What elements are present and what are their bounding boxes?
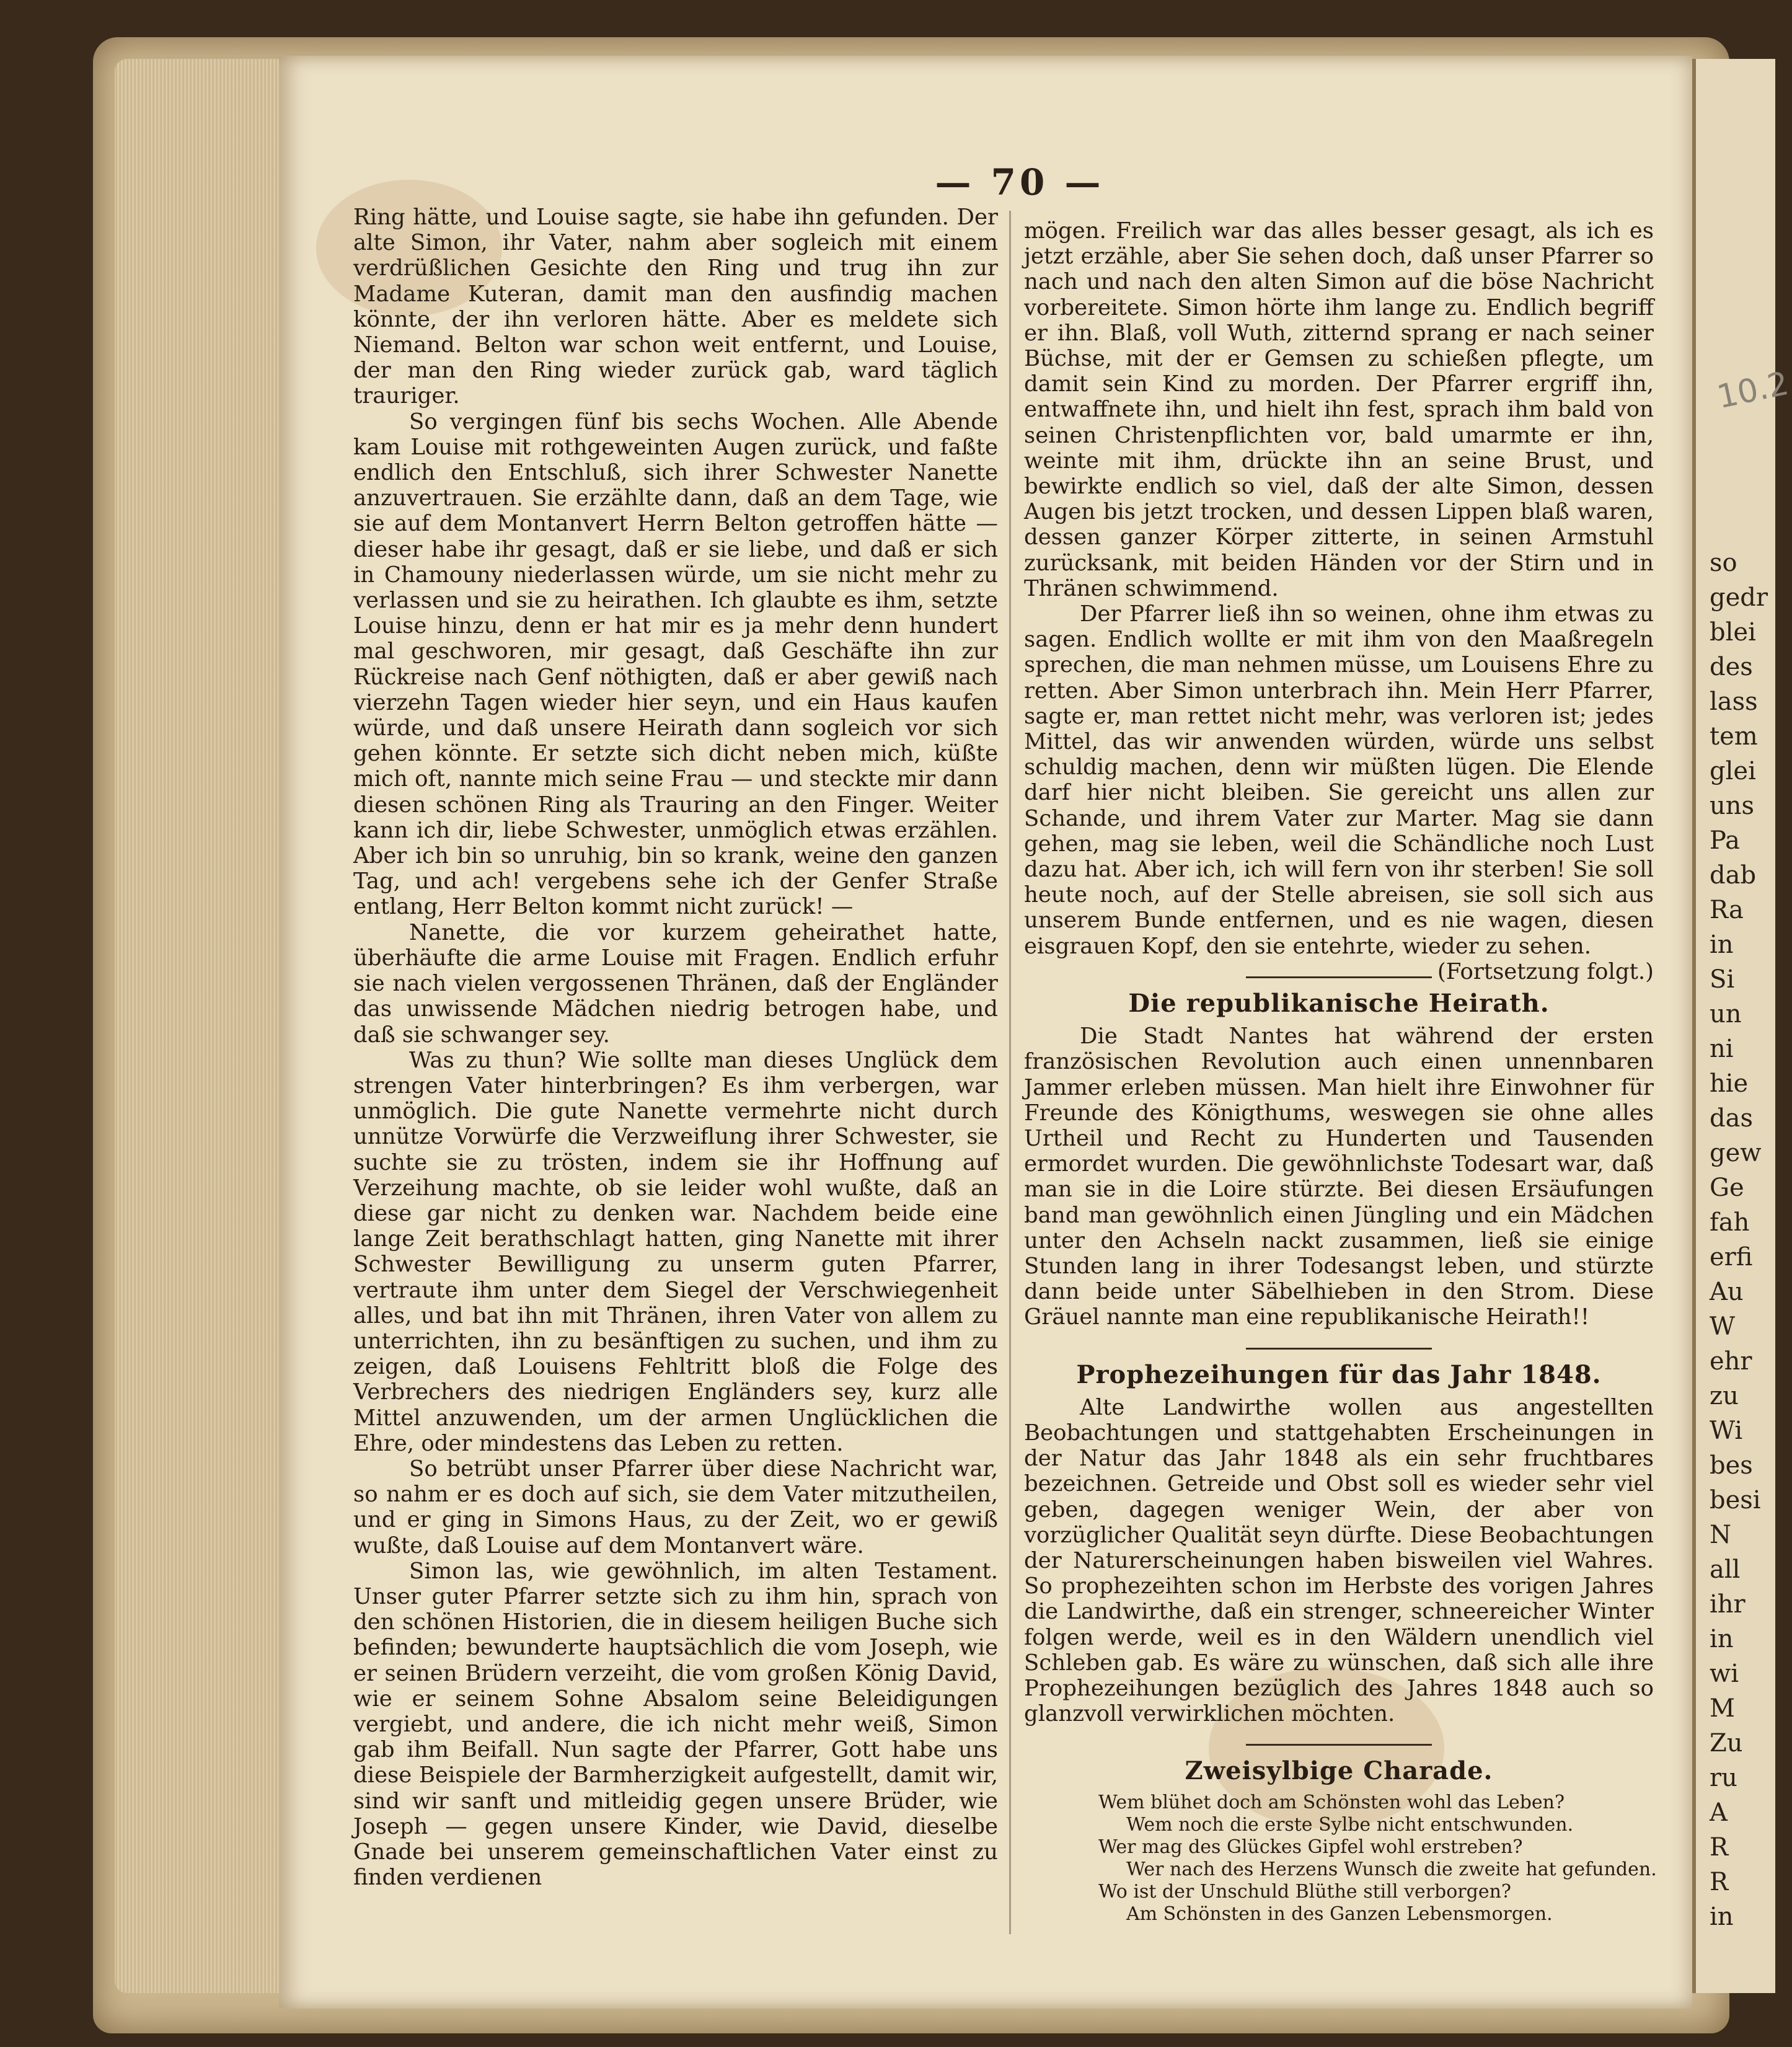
- next-page-text-fragment: hie: [1710, 1069, 1749, 1098]
- continuation-note: (Fortsetzung folgt.): [1437, 958, 1654, 984]
- next-page-text-fragment: zu: [1710, 1382, 1739, 1410]
- next-page-text-fragment: so: [1710, 549, 1737, 577]
- column-divider: [1009, 211, 1011, 1934]
- next-page-text-fragment: in: [1710, 1903, 1734, 1931]
- next-page-text-fragment: Pa: [1710, 826, 1740, 855]
- article-title: Prophezeihungen für das Jahr 1848.: [1076, 1360, 1602, 1389]
- page-edges: [115, 59, 301, 1993]
- next-page-fragment: [1692, 59, 1775, 1993]
- paragraph: So betrübt unser Pfarrer über diese Nachricht war, so nahm er es doch auf sich, sie dem Vater mitzutheilen, und er ging in Simons Haus, zu der Zeit, wo er gewiß wußte, daß Louise auf dem Montanvert wäre.: [353, 1456, 998, 1558]
- next-page-text-fragment: tem: [1710, 722, 1758, 751]
- next-page-text-fragment: Wi: [1710, 1417, 1743, 1445]
- next-page-text-fragment: M: [1710, 1694, 1735, 1723]
- paragraph: Was zu thun? Wie sollte man dieses Unglück dem strengen Vater hinterbringen? Es ihm verbergen, war unmöglich. Die gute Nanette vermehrte nicht durch unnütze Vorwürfe die Verzweiflung ihrer Schwester, sie suchte sie zu trösten, indem sie ihr Hoffnung auf Verzeihung machte, ob sie leider wohl wußte, daß an diese gar nicht zu denken war. Nachdem beide eine lange Zeit berathschlagt hatten, ging Nanette mit ihrer Schwester Bewilligung zu unserm guten Pfarrer, vertraute ihm unter dem Siegel der Verschwiegenheit alles, und bat ihn mit Thränen, ihren Vater von allem zu unterrichten, ihn zu besänftigen zu suchen, und ihm zu zeigen, daß Louisens Fehltritt bloß die Folge des Verbrechers des niedrigen Engländers sey, kurz alle Mittel anzuwenden, um der armen Unglücklichen die Ehre, oder mindestens das Leben zu retten.: [353, 1047, 998, 1456]
- next-page-text-fragment: lass: [1710, 687, 1758, 716]
- next-page-text-fragment: Au: [1710, 1278, 1744, 1306]
- next-page-text-fragment: des: [1710, 653, 1753, 681]
- next-page-text-fragment: ni: [1710, 1035, 1734, 1063]
- poem-line: Wem blühet doch am Schönsten wohl das Leben?: [1098, 1791, 1565, 1813]
- page-number: — 70 —: [935, 161, 1105, 203]
- next-page-text-fragment: wi: [1710, 1660, 1739, 1688]
- section-rule: [1246, 1744, 1432, 1746]
- paragraph: mögen. Freilich war das alles besser gesagt, als ich es jetzt erzähle, aber Sie sehen doch, daß unser Pfarrer so nach und nach den alten Simon auf die böse Nachricht vorbereitete. Simon hörte ihm lange zu. Endlich begriff er ihn. Blaß, voll Wuth, zitternd sprang er nach seiner Büchse, mit der er Gemsen zu schießen pflegte, um damit sein Kind zu morden. Der Pfarrer ergriff ihn, entwaffnete ihn, und hielt ihn fest, sprach ihm bald von seinen Christenpflichten vor, bald umarmte er ihn, weinte mit ihm, drückte ihn an seine Brust, und bewirkte endlich so viel, daß der alte Simon, dessen Augen bis jetzt trocken, und dessen Lippen blaß waren, dessen ganzer Körper zitterte, in seinen Armstuhl zurücksank, mit beiden Händen vor der Stirn und in Thränen schwimmend.: [1024, 218, 1654, 601]
- next-page-text-fragment: erfi: [1710, 1243, 1753, 1271]
- poem-line: Wer mag des Glückes Gipfel wohl erstreben?: [1098, 1836, 1523, 1858]
- poem-line: Wem noch die erste Sylbe nicht entschwunden.: [1126, 1813, 1574, 1836]
- next-page-text-fragment: un: [1710, 1000, 1742, 1028]
- paragraph: Nanette, die vor kurzem geheirathet hatte, überhäufte die arme Louise mit Fragen. Endlich erfuhr sie nach vielen vergossenen Thränen, daß der Engländer das unwissende Mädchen niedrig betrogen habe, und daß sie schwanger sey.: [353, 919, 998, 1048]
- poem-line: Am Schönsten in des Ganzen Lebensmorgen.: [1126, 1903, 1553, 1925]
- next-page-text-fragment: Ra: [1710, 896, 1744, 924]
- next-page-text-fragment: besi: [1710, 1486, 1761, 1514]
- next-page-text-fragment: uns: [1710, 792, 1755, 820]
- next-page-text-fragment: in: [1710, 1625, 1734, 1653]
- paragraph: Simon las, wie gewöhnlich, im alten Testament. Unser guter Pfarrer setzte sich zu ihm hin, sprach von den schönen Historien, die in diesem heiligen Buche sich befinden; bewunderte hauptsächlich die vom Joseph, wie er seinen Brüdern verzeiht, die vom großen König David, wie er seinem Sohne Absalom seine Beleidigungen vergiebt, und andere, die ich nicht mehr weiß, Simon gab ihm Beifall. Nun sagte der Pfarrer, Gott habe uns diese Beispiele der Barmherzigkeit aufgestellt, damit wir, sind wir sanft und mitleidig gegen unsere Brüder, wie Joseph — gegen unsere Kinder, wie David, dieselbe Gnade bei unserem gemeinschaftlichen Vater einst zu finden verdienen: [353, 1558, 998, 1891]
- next-page-text-fragment: Zu: [1710, 1729, 1743, 1757]
- next-page-text-fragment: ru: [1710, 1764, 1737, 1792]
- paragraph-text: Der Pfarrer ließ ihn so weinen, ohne ihm etwas zu sagen. Endlich wollte er mit ihm von den Maaßregeln sprechen, die man nehmen müsse, um Louisens Ehre zu retten. Aber Simon unterbrach ihn. Mein Herr Pfarrer, sagte er, man rettet nicht mehr, was verloren ist; jedes Mittel, das wir anwenden würden, würde uns selbst schuldig machen, denn wir müßten lügen. Die Elende darf hier nicht bleiben. Sie gereicht uns allen zur Schande, und ihrem Vater zur Marter. Mag sie dann gehen, mag sie leben, weil die Schändliche noch Lust dazu hat. Aber ich, ich will fern von ihr sterben! Sie soll heute noch, auf der Stelle abreisen, sie soll sich aus unserem Bunde entfernen, und es nie wagen, diesen eisgrauen Kopf, den sie entehrte, wieder zu sehen.: [1024, 601, 1654, 959]
- next-page-text-fragment: glei: [1710, 757, 1756, 785]
- next-page-text-fragment: blei: [1710, 618, 1756, 647]
- next-page-text-fragment: R: [1710, 1868, 1729, 1896]
- next-page-text-fragment: das: [1710, 1104, 1753, 1133]
- section-rule: [1246, 1348, 1432, 1350]
- article-text: Die Stadt Nantes hat während der ersten französischen Revolution auch einen unnennbaren Jammer erleben müssen. Man hielt ihre Einwohner für Freunde des Königthums, weswegen sie ohne alles Urtheil und Recht zu Hunderten und Tausenden ermordet wurden. Die gewöhnlichste Todesart war, daß man sie in die Loire stürzte. Bei diesen Ersäufungen band man gewöhnlich einen Jüngling und ein Mädchen unter den Achseln nackt zusammen, ließ sie einige Stunden lang in ihrer Todesangst leben, und stürzte dann beide unter Säbelhieben in den Strom. Diese Gräuel nannte man eine republikanische Heirath!!: [1024, 1024, 1654, 1330]
- next-page-text-fragment: W: [1710, 1312, 1736, 1341]
- article-title: Die republikanische Heirath.: [1128, 988, 1550, 1018]
- poem-line: Wo ist der Unschuld Blüthe still verborgen?: [1098, 1880, 1512, 1903]
- next-page-text-fragment: Ge: [1710, 1174, 1744, 1202]
- next-page-text-fragment: R: [1710, 1833, 1729, 1862]
- pencil-annotation: 10.2: [1714, 365, 1792, 417]
- next-page-text-fragment: in: [1710, 931, 1734, 959]
- paragraph: Ring hätte, und Louise sagte, sie habe ihn gefunden. Der alte Simon, ihr Vater, nahm aber sogleich mit einem verdrüßlichen Gesichte den Ring und trug ihn zur Madame Kuteran, damit man den ausfindig machen könnte, der ihn verloren hätte. Aber es meldete sich Niemand. Belton war schon weit entfernt, und Louise, der man den Ring wieder zurück gab, ward täglich trauriger.: [353, 205, 998, 409]
- right-column: [1024, 218, 1657, 1925]
- paragraph: [1024, 601, 1654, 984]
- next-page-text-fragment: ihr: [1710, 1590, 1746, 1619]
- charade-poem: [1024, 1791, 1657, 1925]
- left-column: [353, 205, 998, 1890]
- poem-line: Wer nach des Herzens Wunsch die zweite hat gefunden.: [1126, 1858, 1657, 1880]
- paragraph: So vergingen fünf bis sechs Wochen. Alle Abende kam Louise mit rothgeweinten Augen zurück, und faßte endlich den Entschluß, sich ihrer Schwester Nanette anzuvertrauen. Sie erzählte dann, daß an dem Tage, wie sie auf dem Montanvert Herrn Belton getroffen hätte — dieser habe ihr gesagt, daß er sie liebe, und daß er sich in Chamouny niederlassen würde, um sie nicht mehr zu verlassen und sie zu heirathen. Ich glaubte es ihm, setzte Louise hinzu, denn er hat mir es ja mehr denn hundert mal geschworen, mir gesagt, daß Geschäfte ihn zur Rückreise nach Genf nöthigten, daß er aber gewiß nach vierzehn Tagen wieder hier seyn, und ein Haus kaufen würde, und daß unsere Heirath dann sogleich vor sich gehen könnte. Er setzte sich dicht neben mich, küßte mich oft, nannte mich seine Frau — und steckte mir dann diesen schönen Ring als Trauring an den Finger. Weiter kann ich dir, liebe Schwester, unmöglich etwas erzählen. Aber ich bin so unruhig, bin so krank, weine den ganzen Tag, und ach! vergebens sehe ich der Genfer Straße entlang, Herr Belton kommt nicht zurück! —: [353, 409, 998, 920]
- next-page-text-fragment: gedr: [1710, 583, 1768, 612]
- next-page-text-fragment: gew: [1710, 1139, 1762, 1167]
- article-text: Alte Landwirthe wollen aus angestellten Beobachtungen und stattgehabten Erscheinungen in der Natur das Jahr 1848 als ein sehr fruchtbares bezeichnen. Getreide und Obst soll es wieder sehr viel geben, dagegen weniger Wein, der aber von vorzüglicher Qualität seyn dürfte. Diese Beobachtungen der Naturerscheinungen haben bisweilen viel Wahres. So prophezeihten schon im Herbste des vorigen Jahres die Landwirthe, daß ein strenger, schneereicher Winter folgen werde, weil es in den Wäldern unendlich viel Schleben gab. Es wäre zu wünschen, daß sich alle ihre Prophezeihungen bezüglich des Jahres 1848 auch so glanzvoll verwirklichen möchten.: [1024, 1394, 1654, 1727]
- next-page-text-fragment: dab: [1710, 861, 1757, 890]
- charade-title: Zweisylbige Charade.: [1185, 1756, 1493, 1786]
- next-page-text-fragment: bes: [1710, 1451, 1753, 1480]
- next-page-text-fragment: A: [1710, 1798, 1728, 1827]
- next-page-text-fragment: all: [1710, 1555, 1741, 1584]
- next-page-text-fragment: fah: [1710, 1208, 1750, 1237]
- next-page-text-fragment: N: [1710, 1521, 1731, 1549]
- next-page-text-fragment: ehr: [1710, 1347, 1752, 1376]
- next-page-text-fragment: Si: [1710, 965, 1735, 994]
